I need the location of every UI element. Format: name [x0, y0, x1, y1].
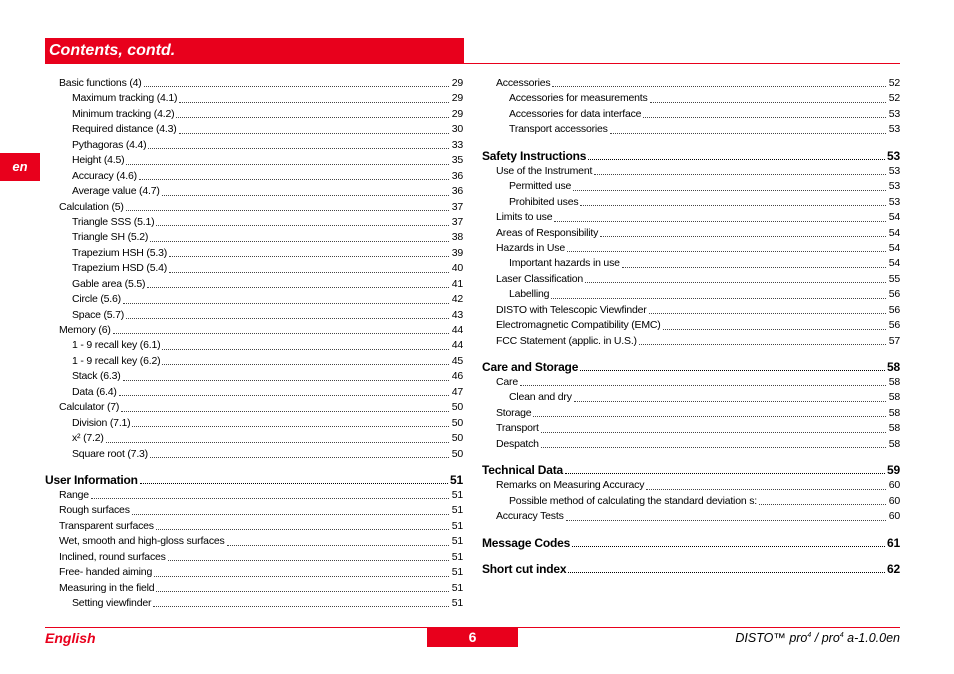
toc-entry-title: Minimum tracking (4.2) — [72, 107, 175, 120]
toc-entry-title: Circle (5.6) — [72, 293, 121, 306]
toc-leader-dots — [139, 178, 449, 180]
toc-leader-dots — [588, 158, 885, 160]
toc-leader-dots — [643, 116, 886, 118]
toc-entry[interactable] — [482, 226, 900, 241]
toc-leader-dots — [148, 147, 449, 149]
toc-entry[interactable] — [45, 323, 463, 338]
toc-entry[interactable] — [482, 509, 900, 524]
toc-entry-title: Accessories — [496, 77, 551, 89]
toc-entry-page: 62 — [887, 561, 900, 576]
toc-entry[interactable] — [45, 91, 463, 106]
product-sup-a: 4 — [807, 631, 812, 639]
toc-entry-page: 59 — [887, 463, 900, 478]
toc-entry-page: 50 — [451, 401, 463, 414]
toc-entry[interactable] — [45, 431, 463, 446]
toc-entry-title: DISTO with Telescopic Viewfinder — [496, 303, 647, 316]
toc-leader-dots — [162, 348, 449, 350]
toc-entry-page: 54 — [888, 241, 900, 254]
toc-entry-page: 41 — [451, 277, 463, 290]
toc-entry-page: 51 — [451, 504, 463, 517]
toc-section-entry[interactable] — [45, 472, 463, 488]
toc-leader-dots — [759, 503, 886, 505]
toc-entry-title: Remarks on Measuring Accuracy — [496, 479, 645, 492]
toc-leader-dots — [162, 194, 449, 196]
toc-leader-dots — [227, 544, 449, 546]
toc-entry-title: Labelling — [509, 288, 550, 301]
toc-entry-title: Trapezium HSD (5.4) — [72, 262, 168, 275]
toc-entry-page: 58 — [887, 360, 900, 374]
toc-leader-dots — [106, 441, 449, 443]
toc-entry-page: 44 — [451, 324, 463, 336]
toc-entry-title: Calculation (5) — [59, 200, 124, 213]
toc-entry-title: Hazards in Use — [496, 241, 565, 254]
toc-entry-title: Average value (4.7) — [72, 185, 160, 198]
toc-entry[interactable] — [45, 169, 463, 184]
toc-entry[interactable] — [45, 447, 463, 462]
footer-product — [735, 631, 900, 645]
toc-entry-page: 44 — [451, 339, 463, 352]
product-sup-b: 4 — [839, 631, 844, 639]
toc-entry-title: Safety Instructions — [482, 148, 587, 163]
toc-leader-dots — [574, 400, 886, 402]
toc-leader-dots — [113, 332, 449, 334]
product-name-a: DISTO™ pro — [735, 631, 808, 645]
toc-leader-dots — [126, 317, 449, 319]
toc-leader-dots — [585, 281, 886, 283]
toc-entry-page: 29 — [451, 77, 463, 89]
toc-entry[interactable] — [45, 581, 463, 596]
toc-entry-page: 55 — [888, 272, 900, 285]
toc-entry[interactable] — [45, 277, 463, 292]
toc-entry[interactable] — [482, 76, 900, 91]
toc-entry[interactable] — [482, 494, 900, 509]
toc-entry-title: Accuracy (4.6) — [72, 169, 137, 182]
toc-entry-page: 58 — [888, 422, 900, 435]
toc-entry[interactable] — [482, 256, 900, 271]
toc-leader-dots — [639, 343, 886, 345]
toc-leader-dots — [150, 240, 449, 242]
toc-leader-dots — [533, 415, 886, 417]
toc-entry[interactable] — [45, 385, 463, 400]
toc-leader-dots — [121, 410, 449, 412]
toc-entry-page: 56 — [888, 288, 900, 301]
toc-entry-page: 37 — [451, 215, 463, 228]
toc-entry-page: 54 — [888, 226, 900, 239]
toc-entry-page: 50 — [451, 432, 463, 445]
toc-entry-title: Measuring in the field — [59, 581, 155, 594]
toc-entry-page: 56 — [888, 303, 900, 316]
toc-entry[interactable] — [45, 153, 463, 168]
toc-entry[interactable] — [45, 534, 463, 549]
toc-entry-title: Maximum tracking (4.1) — [72, 92, 178, 105]
toc-entry-page: 60 — [888, 494, 900, 507]
toc-leader-dots — [179, 132, 449, 134]
toc-entry-title: Transparent surfaces — [59, 519, 154, 532]
toc-entry-title: Despatch — [496, 437, 539, 450]
toc-section-entry[interactable] — [482, 561, 900, 577]
toc-leader-dots — [168, 559, 449, 561]
toc-entry-page: 58 — [888, 376, 900, 388]
toc-entry-page: 42 — [451, 293, 463, 306]
toc-entry-page: 39 — [451, 246, 463, 259]
toc-entry-page: 51 — [450, 472, 463, 487]
toc-entry[interactable] — [482, 318, 900, 333]
toc-section-entry[interactable] — [482, 462, 900, 478]
toc-entry-page: 56 — [888, 319, 900, 332]
toc-entry[interactable] — [482, 91, 900, 106]
toc-entry-page: 51 — [451, 535, 463, 548]
toc-entry-title: Limits to use — [496, 211, 553, 224]
toc-leader-dots — [580, 369, 885, 371]
toc-entry[interactable] — [482, 334, 900, 349]
toc-entry-title: Clean and dry — [509, 391, 572, 404]
toc-entry-title: Care — [496, 376, 518, 388]
toc-entry-title: Space (5.7) — [72, 308, 125, 321]
toc-entry[interactable] — [45, 400, 463, 415]
toc-leader-dots — [126, 209, 449, 211]
toc-entry-title: Range — [59, 488, 89, 501]
toc-entry[interactable] — [45, 184, 463, 199]
toc-entry-title: 1 - 9 recall key (6.1) — [72, 339, 161, 352]
toc-entry-page: 53 — [887, 148, 900, 163]
toc-leader-dots — [565, 472, 885, 474]
toc-entry-page: 33 — [451, 138, 463, 151]
toc-leader-dots — [663, 328, 886, 330]
toc-entry-page: 50 — [451, 447, 463, 460]
toc-leader-dots — [169, 255, 449, 257]
toc-entry-title: Square root (7.3) — [72, 447, 148, 460]
toc-entry[interactable] — [45, 215, 463, 230]
toc-entry[interactable] — [45, 488, 463, 503]
toc-entry-page: 57 — [888, 334, 900, 347]
toc-entry-page: 40 — [451, 262, 463, 275]
toc-entry-page: 52 — [888, 77, 900, 89]
toc-leader-dots — [541, 431, 886, 433]
toc-entry-page: 51 — [451, 488, 463, 501]
toc-entry[interactable] — [45, 416, 463, 431]
toc-leader-dots — [580, 204, 886, 206]
toc-entry[interactable] — [482, 195, 900, 210]
toc-entry-title: x² (7.2) — [72, 432, 104, 445]
toc-entry-title: Transport accessories — [509, 123, 608, 136]
toc-leader-dots — [554, 220, 886, 222]
toc-entry-page: 51 — [451, 597, 463, 609]
toc-entry-page: 58 — [888, 391, 900, 404]
toc-entry[interactable] — [482, 164, 900, 179]
toc-entry[interactable] — [45, 354, 463, 369]
toc-entry-page: 53 — [888, 107, 900, 120]
toc-entry-page: 53 — [888, 180, 900, 193]
toc-entry-page: 43 — [451, 308, 463, 321]
toc-entry-title: Transport — [496, 422, 539, 435]
toc-entry[interactable] — [482, 421, 900, 436]
toc-leader-dots — [649, 312, 886, 314]
toc-entry-title: FCC Statement (applic. in U.S.) — [496, 334, 637, 347]
toc-leader-dots — [176, 116, 449, 118]
toc-entry[interactable] — [45, 565, 463, 580]
toc-entry-title: Use of the Instrument — [496, 164, 593, 177]
page-number: 6 — [427, 628, 518, 647]
toc-entry-page: 53 — [888, 195, 900, 208]
toc-entry-title: Wet, smooth and high-gloss surfaces — [59, 535, 225, 548]
product-version: a-1.0.0en — [843, 631, 900, 645]
footer-language: English — [45, 630, 96, 646]
toc-entry[interactable] — [482, 241, 900, 256]
toc-entry-title: Rough surfaces — [59, 504, 130, 517]
toc-entry[interactable] — [45, 519, 463, 534]
toc-entry-page: 58 — [888, 437, 900, 450]
toc-entry-title: Accuracy Tests — [496, 510, 564, 523]
toc-leader-dots — [156, 224, 449, 226]
toc-section-entry[interactable] — [482, 535, 900, 551]
toc-entry-title: Important hazards in use — [509, 257, 620, 270]
toc-entry-page: 53 — [888, 123, 900, 136]
toc-entry-title: Short cut index — [482, 561, 567, 576]
toc-entry-page: 54 — [888, 211, 900, 224]
toc-entry[interactable] — [45, 230, 463, 245]
toc-entry[interactable] — [45, 261, 463, 276]
toc-entry[interactable] — [482, 390, 900, 405]
toc-entry[interactable] — [45, 107, 463, 122]
toc-entry-title: Electromagnetic Compatibility (EMC) — [496, 319, 661, 332]
toc-entry-page: 36 — [451, 185, 463, 198]
header-rule — [464, 63, 900, 64]
toc-entry[interactable] — [482, 287, 900, 302]
toc-leader-dots — [622, 266, 886, 268]
toc-entry-title: Height (4.5) — [72, 154, 125, 167]
toc-entry-title: Stack (6.3) — [72, 370, 121, 383]
toc-entry[interactable] — [482, 272, 900, 287]
toc-entry[interactable] — [45, 292, 463, 307]
toc-entry-title: Basic functions (4) — [59, 77, 142, 89]
toc-entry-title: Possible method of calculating the standard deviation s: — [509, 494, 757, 507]
toc-entry-title: Division (7.1) — [72, 416, 131, 429]
toc-entry[interactable] — [482, 437, 900, 452]
toc-entry-page: 47 — [451, 385, 463, 398]
toc-entry-title: Pythagoras (4.4) — [72, 138, 147, 151]
toc-entry[interactable] — [482, 375, 900, 390]
toc-entry-page: 51 — [451, 581, 463, 594]
toc-entry[interactable] — [45, 503, 463, 518]
toc-leader-dots — [650, 101, 886, 103]
toc-entry-title: Permitted use — [509, 180, 572, 193]
toc-leader-dots — [567, 250, 886, 252]
toc-leader-dots — [573, 189, 886, 191]
toc-entry-title: Gable area (5.5) — [72, 277, 146, 290]
toc-entry-page: 51 — [451, 519, 463, 532]
toc-leader-dots — [552, 85, 886, 87]
toc-entry[interactable] — [45, 369, 463, 384]
toc-leader-dots — [150, 456, 449, 458]
toc-entry-page: 29 — [451, 107, 463, 120]
toc-leader-dots — [156, 590, 449, 592]
toc-entry[interactable] — [45, 596, 463, 611]
toc-entry[interactable] — [45, 122, 463, 137]
toc-entry-title: Areas of Responsibility — [496, 226, 599, 239]
toc-entry-title: 1 - 9 recall key (6.2) — [72, 354, 161, 367]
toc-entry[interactable] — [45, 338, 463, 353]
toc-entry-page: 29 — [451, 92, 463, 105]
toc-leader-dots — [132, 513, 449, 515]
toc-entry-title: Message Codes — [482, 535, 571, 550]
toc-leader-dots — [91, 497, 449, 499]
toc-leader-dots — [594, 173, 886, 175]
toc-entry-title: Triangle SSS (5.1) — [72, 215, 155, 228]
toc-entry-title: Calculator (7) — [59, 401, 120, 414]
toc-entry[interactable] — [482, 406, 900, 421]
toc-leader-dots — [123, 379, 449, 381]
toc-entry-page: 58 — [888, 406, 900, 419]
toc-leader-dots — [140, 482, 448, 484]
toc-leader-dots — [126, 163, 449, 165]
toc-section-entry[interactable] — [482, 148, 900, 164]
toc-entry-title: Prohibited uses — [509, 195, 579, 208]
toc-entry[interactable] — [45, 308, 463, 323]
toc-entry-title: Technical Data — [482, 463, 564, 478]
toc-entry-page: 30 — [451, 123, 463, 136]
toc-entry-page: 35 — [451, 154, 463, 167]
toc-entry-page: 50 — [451, 416, 463, 429]
toc-leader-dots — [572, 545, 885, 547]
toc-entry-title: Inclined, round surfaces — [59, 550, 166, 563]
toc-entry-title: Memory (6) — [59, 324, 111, 336]
toc-entry-page: 38 — [451, 231, 463, 244]
toc-entry-page: 53 — [888, 164, 900, 177]
toc-entry[interactable] — [45, 200, 463, 215]
toc-leader-dots — [551, 297, 886, 299]
toc-leader-dots — [147, 286, 449, 288]
toc-entry[interactable] — [482, 107, 900, 122]
toc-entry-page: 51 — [451, 566, 463, 579]
toc-entry[interactable] — [45, 76, 463, 91]
toc-leader-dots — [646, 488, 886, 490]
toc-leader-dots — [610, 132, 886, 134]
toc-entry-title: Required distance (4.3) — [72, 123, 177, 136]
toc-entry-title: Free- handed aiming — [59, 566, 153, 579]
toc-entry-title: Triangle SH (5.2) — [72, 231, 149, 244]
toc-leader-dots — [169, 271, 449, 273]
toc-left-column — [45, 76, 463, 611]
toc-right-column — [482, 76, 900, 577]
toc-leader-dots — [568, 571, 885, 573]
toc-entry-page: 45 — [451, 354, 463, 367]
toc-entry[interactable] — [482, 179, 900, 194]
toc-entry-page: 60 — [888, 479, 900, 492]
toc-leader-dots — [132, 425, 449, 427]
toc-entry[interactable] — [45, 138, 463, 153]
toc-entry[interactable] — [482, 303, 900, 318]
toc-entry-title: User Information — [45, 472, 138, 487]
product-name-b: / pro — [811, 631, 840, 645]
toc-entry-page: 37 — [451, 200, 463, 213]
toc-leader-dots — [162, 363, 449, 365]
toc-leader-dots — [153, 605, 449, 607]
toc-leader-dots — [154, 575, 449, 577]
toc-entry[interactable] — [482, 210, 900, 225]
toc-leader-dots — [144, 85, 449, 87]
toc-entry-title: Trapezium HSH (5.3) — [72, 246, 168, 259]
toc-leader-dots — [600, 235, 886, 237]
toc-entry-title: Storage — [496, 406, 532, 419]
toc-leader-dots — [520, 384, 886, 386]
toc-entry-page: 60 — [888, 510, 900, 523]
toc-leader-dots — [123, 302, 449, 304]
toc-entry[interactable] — [45, 550, 463, 565]
toc-entry-title: Setting viewfinder — [72, 597, 152, 609]
language-tab[interactable]: en — [0, 153, 40, 181]
toc-entry-page: 51 — [451, 550, 463, 563]
toc-entry-title: Laser Classification — [496, 272, 584, 285]
page-title: Contents, contd. — [45, 38, 464, 64]
toc-entry-page: 52 — [888, 92, 900, 105]
toc-leader-dots — [179, 101, 449, 103]
toc-leader-dots — [566, 519, 886, 521]
toc-entry-page: 61 — [887, 535, 900, 550]
toc-entry[interactable] — [482, 478, 900, 493]
toc-section-entry[interactable] — [482, 359, 900, 375]
toc-entry-title: Accessories for measurements — [509, 92, 648, 105]
toc-entry-page: 36 — [451, 169, 463, 182]
toc-leader-dots — [541, 446, 886, 448]
toc-leader-dots — [156, 528, 449, 530]
toc-entry-page: 54 — [888, 257, 900, 270]
toc-leader-dots — [119, 394, 449, 396]
toc-entry-title: Care and Storage — [482, 360, 579, 374]
toc-entry[interactable] — [482, 122, 900, 137]
toc-entry-page: 46 — [451, 370, 463, 383]
toc-entry-title: Data (6.4) — [72, 385, 117, 398]
toc-entry-title: Accessories for data interface — [509, 107, 642, 120]
toc-entry[interactable] — [45, 246, 463, 261]
